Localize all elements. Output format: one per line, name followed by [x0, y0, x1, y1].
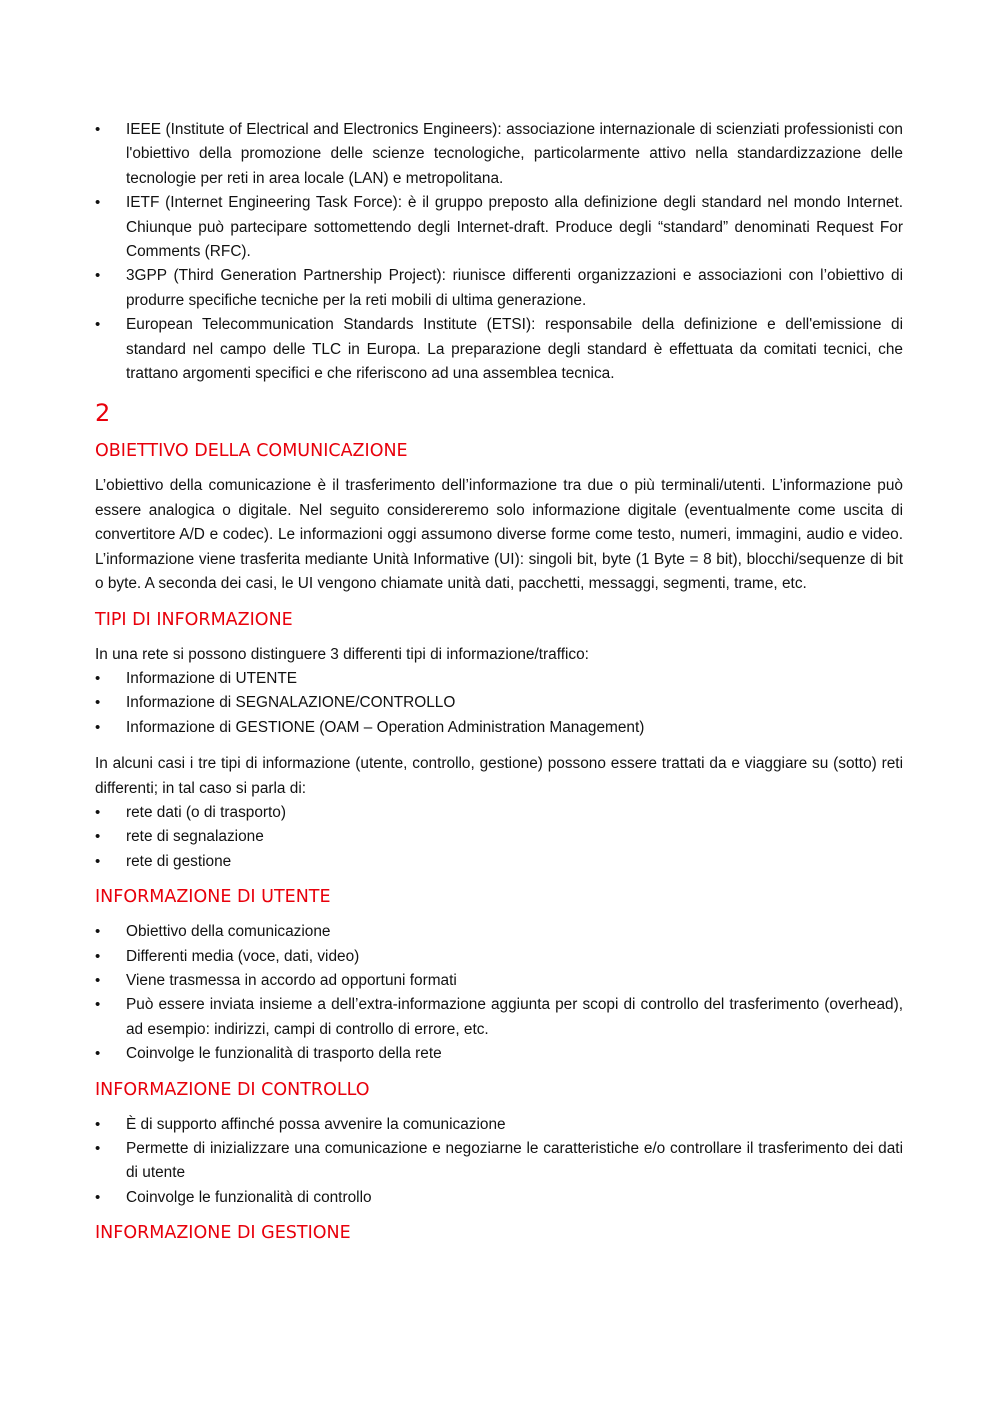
list-item-text: IEEE (Institute of Electrical and Electronics Engineers): associazione internazionale di scienziati professionisti con l'obiettivo della promozione delle scienze tecnologiche, particolarmente attivo nella standardizzazione delle tecnologie per reti in area locale (LAN) e metropolitana. — [126, 121, 903, 187]
section-heading-objective: OBIETTIVO DELLA COMUNICAZIONE — [95, 441, 408, 462]
section-heading-user-info: INFORMAZIONE DI UTENTE — [95, 887, 331, 908]
networks-list — [95, 801, 903, 874]
bullet-icon: • — [95, 1045, 101, 1063]
list-item — [95, 313, 903, 386]
control-info-list — [95, 1113, 903, 1211]
section-heading-types: TIPI DI INFORMAZIONE — [95, 609, 293, 630]
list-item — [95, 118, 903, 191]
bullet-icon: • — [95, 121, 101, 138]
bullet-icon: • — [95, 694, 101, 712]
section-heading-control-info: INFORMAZIONE DI CONTROLLO — [95, 1079, 370, 1100]
bullet-icon: • — [95, 316, 101, 334]
list-item — [95, 1113, 903, 1137]
objective-paragraph: L’obiettivo della comunicazione è il trasferimento dell’informazione tra due o più terminali/utenti. L’informazione può essere analogica o digitale. Nel seguito considereremo solo informazione digitale (eventualmente come uscita di convertitore A/D e codec). Le informazioni oggi assumono diverse forme come testo, numeri, immagini, audio e video. L’informazione viene trasferita mediante Unità Informative (UI): singoli bit, byte (1 Byte = 8 bit), blocchi/sequenze di bit o byte. A seconda dei casi, le UI vengono chiamate unità dati, pacchetti, messaggi, segmenti, trame, etc. — [95, 477, 903, 593]
chapter-number: 2 — [95, 399, 111, 428]
list-item-text: European Telecommunication Standards Institute (ETSI): responsabile della definizione e dell'emissione di standard nel campo delle TLC in Europa. La preparazione degli standard è effettuata da comitati tecnici, che trattano argomenti specifici e che riferiscono ad una assemblea tecnica. — [126, 316, 903, 383]
list-item — [95, 850, 903, 874]
bullet-icon: • — [95, 194, 101, 212]
bullet-icon: • — [95, 1115, 101, 1133]
list-item-text: Può essere inviata insieme a dell’extra-informazione aggiunta per scopi di controllo del trasferimento (overhead), ad esempio: indirizzi, campi di controllo di errore, etc. — [126, 996, 903, 1038]
bullet-icon: • — [95, 828, 101, 846]
list-item — [95, 716, 903, 740]
list-item — [95, 920, 903, 944]
document-page — [95, 118, 903, 1256]
spacer — [95, 740, 903, 752]
types-list — [95, 667, 903, 740]
list-item — [95, 1137, 903, 1186]
user-info-list — [95, 920, 903, 1066]
list-item-text: È di supporto affinché possa avvenire la comunicazione — [126, 1115, 506, 1133]
list-item — [95, 945, 903, 969]
list-item-text: Informazione di UTENTE — [126, 669, 298, 687]
bullet-icon: • — [95, 803, 101, 821]
list-item-text: Informazione di GESTIONE (OAM – Operation Administration Management) — [126, 718, 645, 736]
list-item-text: Coinvolge le funzionalità di trasporto della rete — [126, 1045, 442, 1063]
bullet-icon: • — [95, 718, 101, 736]
bullet-icon: • — [95, 852, 101, 870]
standards-bodies-list — [95, 118, 903, 386]
bullet-icon: • — [95, 923, 101, 941]
bullet-icon: • — [95, 669, 101, 687]
list-item-text: Informazione di SEGNALAZIONE/CONTROLLO — [126, 694, 456, 712]
bullet-icon: • — [95, 947, 101, 965]
list-item-text: IETF (Internet Engineering Task Force): è il gruppo preposto alla definizione degli standard nel mondo Internet. Chiunque può partecipare sottomettendo degli Internet-draft. Produce degli “standard” denominati Request For Comments (RFC). — [126, 194, 903, 261]
list-item — [95, 691, 903, 715]
list-item — [95, 191, 903, 264]
bullet-icon: • — [95, 1188, 101, 1206]
list-item — [95, 825, 903, 849]
list-item — [95, 969, 903, 993]
list-item-text: Viene trasmessa in accordo ad opportuni formati — [126, 971, 457, 989]
list-item-text: rete dati (o di trasporto) — [126, 803, 286, 821]
types-intro: In una rete si possono distinguere 3 differenti tipi di informazione/traffico: — [95, 645, 589, 663]
bullet-icon: • — [95, 267, 101, 285]
list-item-text: rete di segnalazione — [126, 828, 264, 846]
list-item-text: Differenti media (voce, dati, video) — [126, 947, 360, 965]
list-item — [95, 264, 903, 313]
list-item — [95, 667, 903, 691]
list-item — [95, 1186, 903, 1210]
list-item-text: Obiettivo della comunicazione — [126, 923, 331, 941]
bullet-icon: • — [95, 971, 101, 989]
list-item-text: Permette di inizializzare una comunicazione e negoziarne le caratteristiche e/o controllare il trasferimento dei dati di utente — [126, 1140, 903, 1182]
list-item — [95, 1042, 903, 1066]
bullet-icon: • — [95, 996, 101, 1014]
list-item-text: rete di gestione — [126, 852, 232, 870]
bullet-icon: • — [95, 1140, 101, 1157]
list-item-text: 3GPP (Third Generation Partnership Project): riunisce differenti organizzazioni e associazioni con l’obiettivo di produrre specifiche tecniche per la reti mobili di ultima generazione. — [126, 267, 903, 309]
list-item-text: Coinvolge le funzionalità di controllo — [126, 1188, 372, 1206]
types-paragraph: In alcuni casi i tre tipi di informazione (utente, controllo, gestione) possono essere trattati da e viaggiare su (sotto) reti differenti; in tal caso si parla di: — [95, 755, 903, 797]
list-item — [95, 801, 903, 825]
list-item — [95, 993, 903, 1042]
section-heading-management-info: INFORMAZIONE DI GESTIONE — [95, 1223, 351, 1244]
